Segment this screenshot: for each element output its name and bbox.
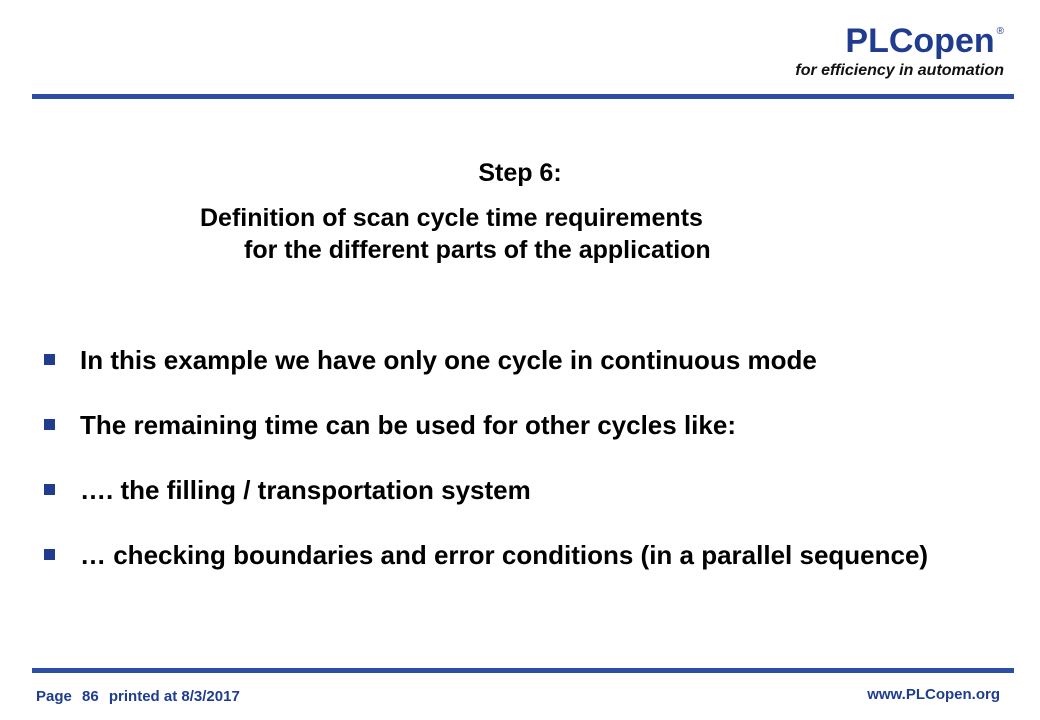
step-description-line-1: Definition of scan cycle time requirements xyxy=(200,204,703,232)
brand-name: PLCopen xyxy=(845,22,995,60)
bullet-item xyxy=(44,470,1004,511)
brand-logo xyxy=(795,22,1004,80)
bullet-text: The remaining time can be used for other cycles like: xyxy=(80,410,736,440)
bullet-list xyxy=(44,340,1004,600)
square-bullet-icon xyxy=(44,549,55,560)
bullet-item xyxy=(44,535,1004,576)
step-description-line-2: for the different parts of the application xyxy=(244,236,711,264)
square-bullet-icon xyxy=(44,354,55,365)
website-link[interactable]: www.PLCopen.org xyxy=(867,686,1000,703)
header-divider xyxy=(32,94,1014,99)
step-description xyxy=(200,202,860,266)
square-bullet-icon xyxy=(44,484,55,495)
page-number: 86 xyxy=(82,688,99,705)
footer-divider xyxy=(32,668,1014,673)
bullet-item xyxy=(44,405,1004,446)
bullet-text: …. the filling / transportation system xyxy=(80,475,531,505)
square-bullet-icon xyxy=(44,419,55,430)
bullet-text: In this example we have only one cycle in continuous mode xyxy=(80,345,817,375)
footer-page-info xyxy=(36,688,246,705)
page-label: Page xyxy=(36,688,72,705)
printed-date: printed at 8/3/2017 xyxy=(108,688,240,705)
registered-mark: ® xyxy=(996,26,1004,37)
bullet-text: … checking boundaries and error conditions (in a parallel sequence) xyxy=(80,540,929,570)
brand-tagline: for efficiency in automation xyxy=(795,62,1004,79)
bullet-item xyxy=(44,340,1004,381)
step-title: Step 6: xyxy=(478,159,562,187)
